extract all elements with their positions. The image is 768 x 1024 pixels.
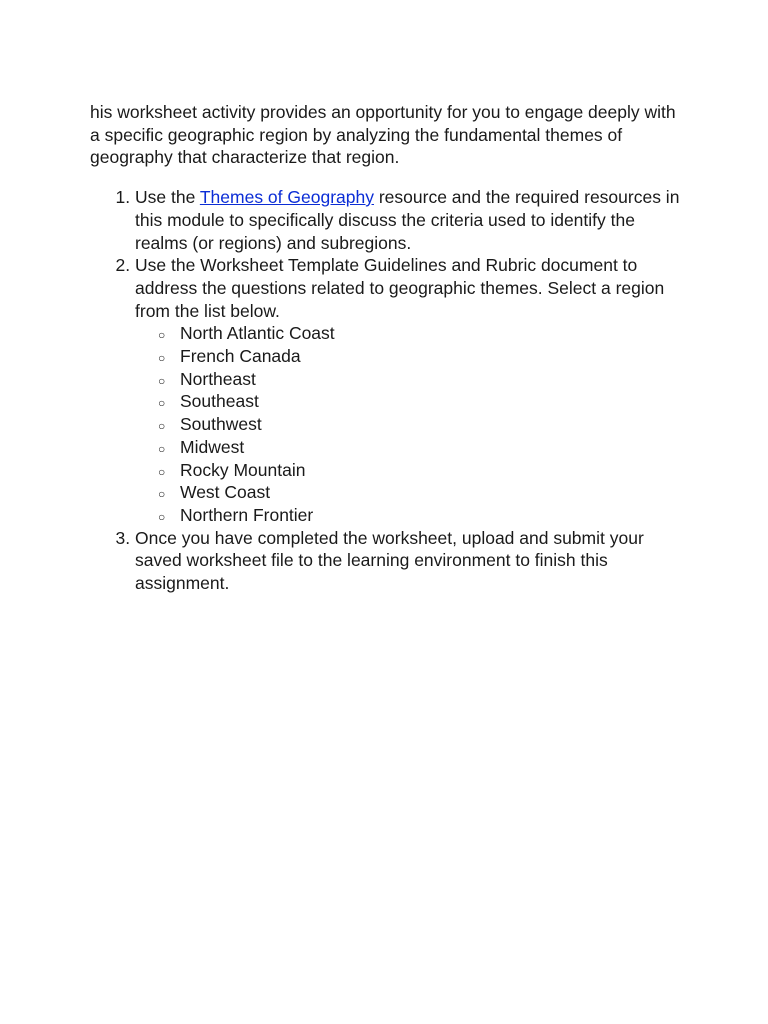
themes-of-geography-link[interactable]: Themes of Geography: [199, 187, 374, 208]
hollow-circle-bullet-icon: ○: [158, 509, 166, 524]
region-item: [158, 345, 690, 368]
region-item: [158, 322, 690, 345]
region-label: French Canada: [180, 346, 301, 367]
hollow-circle-bullet-icon: ○: [158, 441, 166, 456]
hollow-circle-bullet-icon: ○: [158, 328, 166, 343]
region-label: Midwest: [180, 436, 245, 457]
region-label: Northeast: [180, 368, 256, 389]
intro-paragraph: his worksheet activity provides an opportunity for you to engage deeply with a specific geographic region by analyzing the fundamental themes of geography that characterize that region.: [90, 102, 676, 168]
region-item: [158, 459, 690, 482]
region-item: [158, 481, 690, 504]
region-item: [158, 504, 690, 527]
instruction-step-1: [135, 186, 690, 254]
region-item: [158, 390, 690, 413]
step-3-text: Once you have completed the worksheet, upload and submit your saved worksheet file to the learning environment to finish this assignment.: [135, 527, 644, 594]
region-list: [135, 322, 690, 526]
region-item: [158, 413, 690, 436]
hollow-circle-bullet-icon: ○: [158, 351, 166, 366]
region-label: West Coast: [180, 482, 271, 503]
region-item: [158, 436, 690, 459]
step-2-text: Use the Worksheet Template Guidelines and Rubric document to address the questions related to geographic themes. Select a region from the list below.: [135, 255, 665, 321]
hollow-circle-bullet-icon: ○: [158, 464, 166, 479]
region-label: Northern Frontier: [180, 504, 314, 525]
hollow-circle-bullet-icon: ○: [158, 487, 166, 502]
hollow-circle-bullet-icon: ○: [158, 396, 166, 411]
region-label: Southeast: [180, 391, 259, 412]
instruction-list: [90, 186, 690, 595]
step-1-text-after-link: resource and the required resources in this module to specifically discuss the criteria used to identify the realms (or regions) and subregions.: [135, 187, 680, 253]
hollow-circle-bullet-icon: ○: [158, 373, 166, 388]
document-body: [90, 101, 690, 595]
region-label: Rocky Mountain: [180, 459, 306, 480]
hollow-circle-bullet-icon: ○: [158, 419, 166, 434]
instruction-step-3: [135, 527, 690, 595]
instruction-step-2: [135, 254, 690, 526]
region-label: Southwest: [180, 414, 262, 435]
region-item: [158, 368, 690, 391]
region-label: North Atlantic Coast: [180, 323, 335, 344]
step-1-text-before-link: Use the: [135, 187, 200, 208]
